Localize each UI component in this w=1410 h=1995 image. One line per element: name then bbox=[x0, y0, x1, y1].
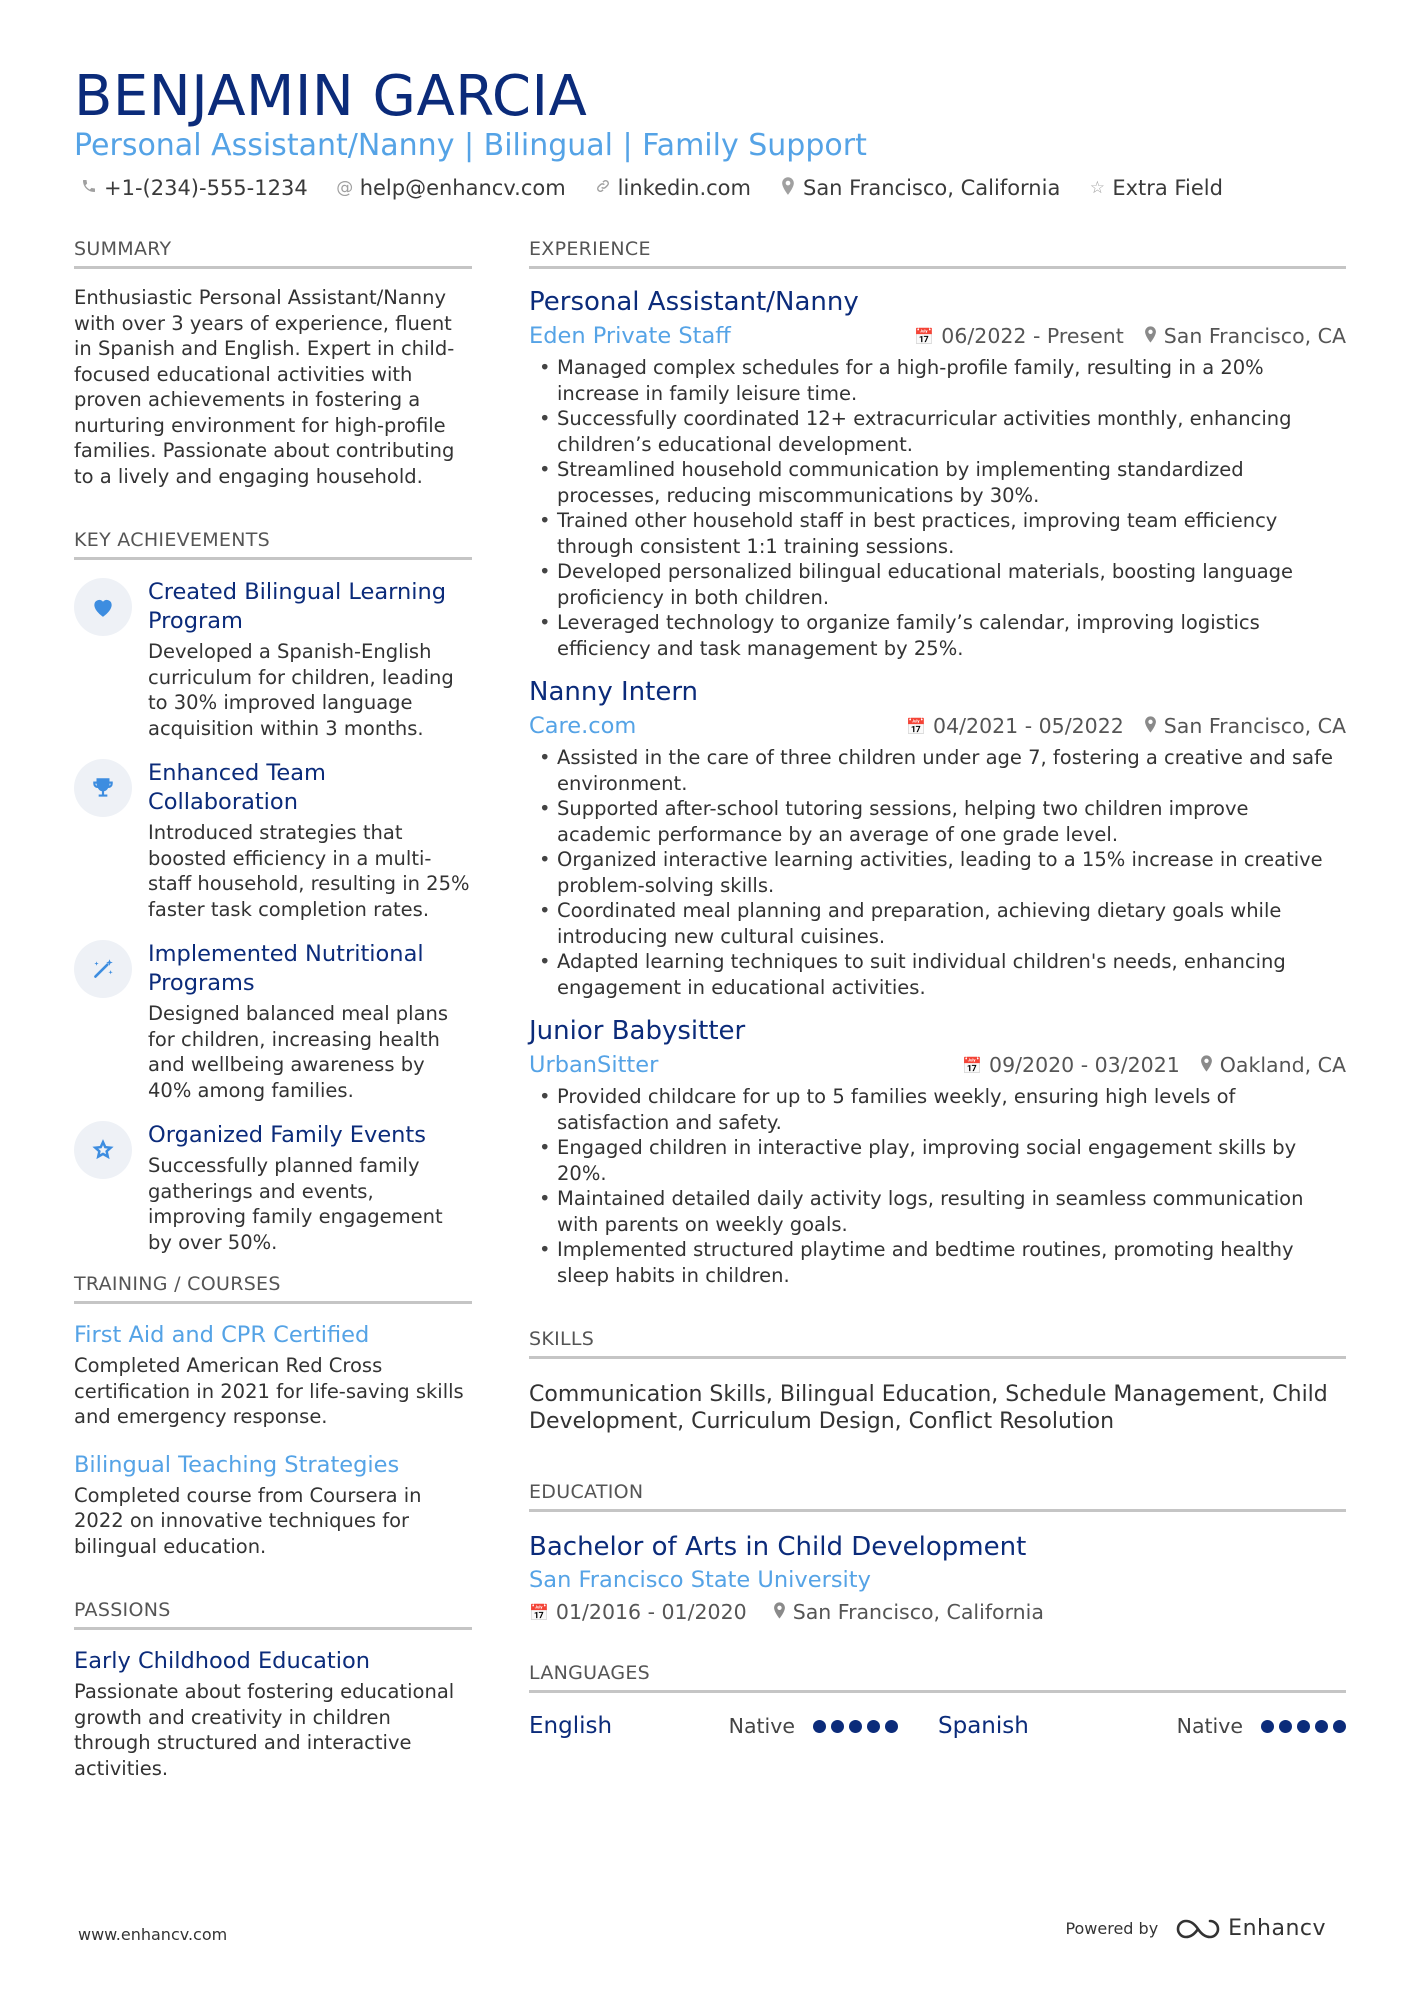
proficiency-dot bbox=[885, 1720, 898, 1733]
proficiency-dots bbox=[1261, 1720, 1346, 1733]
summary-section bbox=[74, 238, 472, 489]
achievement-item bbox=[74, 578, 472, 741]
job-title: Junior Babysitter bbox=[529, 1016, 746, 1046]
list-item: • Implemented structured playtime and bedtime routines, promoting healthy sleep habits in children. bbox=[529, 1237, 1346, 1288]
list-item: • Maintained detailed daily activity logs, resulting in seamless communication with parents on weekly goals. bbox=[529, 1186, 1346, 1237]
school-name: San Francisco State University bbox=[529, 1567, 871, 1593]
degree-title: Bachelor of Arts in Child Development bbox=[529, 1532, 1027, 1562]
list-item: • Trained other household staff in best practices, improving team efficiency through consistent 1:1 training sessions. bbox=[529, 508, 1346, 559]
contact-bar bbox=[80, 176, 1223, 200]
language-level: Native bbox=[728, 1714, 795, 1738]
course-item bbox=[74, 1320, 472, 1430]
achievement-text: Designed balanced meal plans for children, increasing health and wellbeing awareness by 40% among families. bbox=[148, 1002, 449, 1102]
job-location: Oakland, CA bbox=[1219, 1053, 1346, 1077]
list-item: • Developed personalized bilingual educational materials, boosting language proficiency in both children. bbox=[529, 559, 1346, 610]
skills-section bbox=[529, 1328, 1346, 1435]
proficiency-dot bbox=[1297, 1720, 1310, 1733]
footer-website[interactable]: www.enhancv.com bbox=[78, 1925, 228, 1944]
experience-section bbox=[529, 238, 1346, 1288]
job-dates: 04/2021 - 05/2022 bbox=[933, 714, 1124, 738]
languages-section bbox=[529, 1662, 1346, 1739]
calendar-icon: 📅 bbox=[914, 326, 935, 346]
left-column bbox=[74, 238, 472, 1781]
proficiency-dot bbox=[831, 1720, 844, 1733]
education-section bbox=[529, 1481, 1346, 1624]
section-title-experience: EXPERIENCE bbox=[529, 238, 1346, 269]
trophy-icon bbox=[74, 759, 132, 817]
language-item bbox=[938, 1713, 1346, 1739]
right-column bbox=[529, 238, 1346, 1739]
location-icon bbox=[1144, 326, 1157, 347]
job-location: San Francisco, CA bbox=[1163, 324, 1346, 348]
education-dates: 01/2016 - 01/2020 bbox=[555, 1600, 747, 1624]
heart-icon bbox=[74, 578, 132, 636]
calendar-icon: 📅 bbox=[529, 1602, 549, 1622]
achievement-text: Successfully planned family gatherings and events, improving family engagement by over 50%. bbox=[148, 1154, 443, 1254]
achievement-item bbox=[74, 1121, 472, 1255]
list-item: • Engaged children in interactive play, improving social engagement skills by 20%. bbox=[529, 1135, 1346, 1186]
candidate-headline: Personal Assistant/Nanny | Bilingual | Family Support bbox=[74, 128, 867, 163]
at-icon: @ bbox=[336, 178, 354, 198]
achievement-title: Implemented Nutritional Programs bbox=[148, 941, 424, 996]
course-item bbox=[74, 1450, 472, 1560]
list-item: • Successfully coordinated 12+ extracurricular activities monthly, enhancing children’s educational development. bbox=[529, 406, 1346, 457]
language-item bbox=[529, 1713, 938, 1739]
proficiency-dot bbox=[867, 1720, 880, 1733]
location-icon bbox=[1200, 1055, 1213, 1076]
location-icon bbox=[1144, 716, 1157, 737]
list-item: • Supported after-school tutoring sessions, helping two children improve academic performance by an average of one grade level. bbox=[529, 796, 1346, 847]
location-icon bbox=[773, 1602, 786, 1623]
infinity-logo-icon bbox=[1176, 1917, 1220, 1941]
job-title: Nanny Intern bbox=[529, 677, 699, 707]
calendar-icon: 📅 bbox=[906, 716, 927, 736]
contact-email[interactable]: @ help@enhancv.com bbox=[336, 176, 566, 200]
list-item: • Managed complex schedules for a high-profile family, resulting in a 20% increase in family leisure time. bbox=[529, 355, 1346, 406]
course-title: Bilingual Teaching Strategies bbox=[74, 1451, 400, 1478]
company-name: UrbanSitter bbox=[529, 1052, 659, 1078]
proficiency-dot bbox=[1333, 1720, 1346, 1733]
job-entry bbox=[529, 675, 1346, 1000]
proficiency-dot bbox=[1315, 1720, 1328, 1733]
job-bullets bbox=[529, 355, 1346, 661]
list-item: • Leveraged technology to organize family’s calendar, improving logistics efficiency and task management by 25%. bbox=[529, 610, 1346, 661]
proficiency-dot bbox=[849, 1720, 862, 1733]
course-title: First Aid and CPR Certified bbox=[74, 1322, 370, 1348]
company-name: Eden Private Staff bbox=[529, 323, 731, 349]
passion-text: Passionate about fostering educational growth and creativity in children through structured and interactive activities. bbox=[74, 1680, 455, 1780]
achievement-text: Developed a Spanish-English curriculum for children, leading to 30% improved language acquisition within 3 months. bbox=[148, 640, 454, 740]
list-item: • Streamlined household communication by implementing standardized processes, reducing miscommunications by 30%. bbox=[529, 457, 1346, 508]
job-location: San Francisco, CA bbox=[1163, 714, 1346, 738]
achievement-item bbox=[74, 940, 472, 1103]
job-dates: 06/2022 - Present bbox=[941, 324, 1124, 348]
section-title-achievements: KEY ACHIEVEMENTS bbox=[74, 529, 472, 560]
job-dates: 09/2020 - 03/2021 bbox=[989, 1053, 1180, 1077]
summary-text: Enthusiastic Personal Assistant/Nanny with over 3 years of experience, fluent in Spanish and English. Expert in child-focused educational activities with proven achievements in fostering a nurturing environment for high-profile families. Passionate about contributing to a lively and engaging household. bbox=[74, 286, 455, 488]
passions-section bbox=[74, 1599, 472, 1781]
language-name: Spanish bbox=[938, 1713, 1029, 1739]
phone-icon bbox=[80, 178, 98, 199]
footer-branding bbox=[1065, 1916, 1326, 1941]
passion-item bbox=[74, 1646, 472, 1781]
section-title-passions: PASSIONS bbox=[74, 1599, 472, 1630]
contact-location: San Francisco, California bbox=[779, 176, 1060, 200]
language-name: English bbox=[529, 1713, 613, 1739]
section-title-training: TRAINING / COURSES bbox=[74, 1273, 472, 1304]
job-entry bbox=[529, 1014, 1346, 1288]
brand-name: Enhancv bbox=[1228, 1916, 1326, 1941]
job-bullets bbox=[529, 1084, 1346, 1288]
proficiency-dot bbox=[1261, 1720, 1274, 1733]
company-name: Care.com bbox=[529, 713, 637, 739]
star-icon bbox=[74, 1121, 132, 1179]
course-text: Completed American Red Cross certification in 2021 for life-saving skills and emergency response. bbox=[74, 1354, 464, 1428]
proficiency-dots bbox=[813, 1720, 898, 1733]
link-icon bbox=[594, 178, 612, 199]
course-text: Completed course from Coursera in 2022 on innovative techniques for bilingual education. bbox=[74, 1483, 422, 1558]
education-location: San Francisco, California bbox=[792, 1600, 1044, 1624]
achievement-title: Enhanced Team Collaboration bbox=[148, 760, 326, 815]
job-bullets bbox=[529, 745, 1346, 1000]
section-title-skills: SKILLS bbox=[529, 1328, 1346, 1359]
passion-title: Early Childhood Education bbox=[74, 1648, 370, 1674]
section-title-summary: SUMMARY bbox=[74, 238, 472, 269]
section-title-languages: LANGUAGES bbox=[529, 1662, 1346, 1693]
section-title-education: EDUCATION bbox=[529, 1481, 1346, 1512]
proficiency-dot bbox=[813, 1720, 826, 1733]
star-icon: ☆ bbox=[1089, 178, 1105, 198]
contact-linkedin[interactable]: linkedin.com bbox=[594, 176, 751, 200]
candidate-name: BENJAMIN GARCIA bbox=[74, 64, 588, 129]
brand-logo[interactable] bbox=[1176, 1916, 1326, 1941]
achievement-title: Created Bilingual Learning Program bbox=[148, 579, 447, 634]
job-entry bbox=[529, 285, 1346, 661]
magic-wand-icon bbox=[74, 940, 132, 998]
job-title: Personal Assistant/Nanny bbox=[529, 287, 859, 317]
training-section bbox=[74, 1273, 472, 1559]
calendar-icon: 📅 bbox=[962, 1055, 983, 1075]
list-item: • Adapted learning techniques to suit individual children's needs, enhancing engagement in educational activities. bbox=[529, 949, 1346, 1000]
achievement-item bbox=[74, 759, 472, 922]
contact-phone[interactable]: +1-(234)-555-1234 bbox=[80, 176, 308, 200]
skills-text: Communication Skills, Bilingual Education, Schedule Management, Child Development, Curriculum Design, Conflict Resolution bbox=[529, 1382, 1328, 1434]
achievement-text: Introduced strategies that boosted efficiency in a multi-staff household, resulting in 25% faster task completion rates. bbox=[148, 821, 470, 921]
contact-extra: ☆ Extra Field bbox=[1089, 176, 1223, 200]
list-item: • Provided childcare for up to 5 families weekly, ensuring high levels of satisfaction and safety. bbox=[529, 1084, 1346, 1135]
language-level: Native bbox=[1176, 1714, 1243, 1738]
proficiency-dot bbox=[1279, 1720, 1292, 1733]
achievement-title: Organized Family Events bbox=[148, 1122, 426, 1148]
list-item: • Organized interactive learning activities, leading to a 15% increase in creative problem-solving skills. bbox=[529, 847, 1346, 898]
list-item: • Assisted in the care of three children under age 7, fostering a creative and safe environment. bbox=[529, 745, 1346, 796]
achievements-section bbox=[74, 529, 472, 1255]
location-icon bbox=[779, 177, 797, 200]
powered-by-label: Powered by bbox=[1065, 1919, 1159, 1938]
list-item: • Coordinated meal planning and preparation, achieving dietary goals while introducing new cultural cuisines. bbox=[529, 898, 1346, 949]
